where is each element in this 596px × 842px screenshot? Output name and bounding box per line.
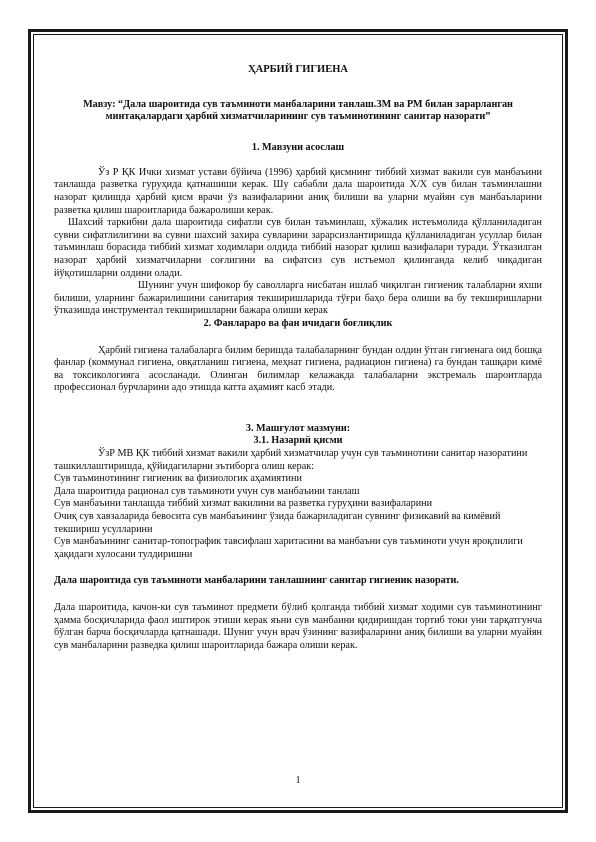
list-item: Дала шароитида рационал сув таъминоти учун сув манбаъини танлаш	[54, 485, 360, 497]
section4-heading: Дала шароитида сув таъминоти манбаларини танлашнинг санитар гигиеник назорати.	[54, 575, 459, 587]
document-body	[54, 64, 542, 652]
list-item: Сув манбаъини танлашда тиббий хизмат вакилини ва разветка гуруҳини вазифаларини	[54, 498, 433, 510]
section2-heading: 2. Фанлараро ва фан ичидаги боғлиқлик	[203, 317, 393, 329]
list-item: Сув таъминотининг гигиеник ва физиологик аҳамиятини	[54, 473, 302, 485]
list-item: Сув манбаъининг санитар-топографик тавсифлаш харитасини ва манбаъни сув таъминоти учун яроқлилиги ҳақидаги хулосани тулдиришни	[54, 536, 523, 560]
section1-paragraph-3: Шунинг учун шифокор бу саволларга нисбатан ишлаб чиқилган гигиеник талабларни яхши билиши, уларнинг бажарилишини санитария текширишларида тўғри баҳо бера олиши ва бу текширишларни ўтказишда инструментал текширишларни бажара олиши керак	[54, 280, 542, 317]
section2-paragraph-1: Ҳарбий гигиена талабаларга билим беришда талабаларнинг бундан олдин ўтган гигиенага оид бошқа фанлар (коммунал гигиена, овқатланиш гигиена, меҳнат гигиена, радиацион гигиена) га бундан ташқари кимё ва токсикологияга асосланади. Олинган билимлар келажакда талабаларни экстремаль шароитларда профессионал бурчларини адо этишда катта аҳамият касб этади.	[54, 344, 542, 394]
section3-heading: 3. Машғулот мазмуни:	[245, 422, 351, 434]
section4-paragraph-1: Дала шароитида, качон-ки сув таъминот предмети бўлиб қолганда тиббий хизмат ходими сув таъминотининг ҳамма босқичларида фаол иштирок этиши керак яъни сув манбаини қидиришдан тортиб токи уни тарқатгунча бўлган барча босқичларда қатнашади. Шуниг учун врач ўзининг вазифаларини аниқ билиши ва уларни муайян сув манбаларини разведка қилиш шароитларида бажара олиши керак.	[54, 602, 542, 651]
page-number: 1	[295, 775, 301, 786]
topic-heading: Мавзу: “Дала шароитида сув таъминоти манбаларини танлаш.ЗМ ва РМ билан зарарланган минтақалардаги ҳарбий хизматчиларининг сув таъминотининг санитар назорати”	[83, 98, 513, 123]
section1-heading: 1. Мавзуни асослаш	[251, 142, 345, 154]
list-item: Очиқ сув хавзаларида бевосита сув манбаъининг ўзида бажариладиган сувнинг физикавий ва кимёвий текшириш усулларини	[54, 511, 501, 535]
section31-heading: 3.1. Назарий қисми	[253, 435, 343, 447]
section3-intro: ЎзР МВ ҚК тиббий хизмат вакили ҳарбий хизматчилар учун сув таъминотини санитар назоратини ташкиллаштиришда, қўйидагиларни эътиборга олиш керак:	[54, 448, 528, 472]
section1-paragraph-2: Шахсий таркибни дала шароитида сифатли сув билан таъминлаш, хўжалик истеъмолида қўлланиладиган сувни сифатлилигини ва сувни шахсий захира сувларини зарарсизлантиришда қўлланиладиган усуллар билан таъминлаш борасида тиббий хизмат ходимлари олдида тиббий назорат қилиш вазифалари туради. Ўтказилган назорат ҳарбий хизматчиларни соғлигини ва сифатсиз сув истъемол қилинганда келиб чиқадиган йўқотишларни олдини олади.	[54, 217, 542, 279]
document-title: ҲАРБИЙ ГИГИЕНА	[248, 64, 348, 75]
section1-paragraph-1: Ўз Р ҚК Ички хизмат устави бўйича (1996) ҳарбий қисмнинг тиббий хизмат вакили сув манбаъини танлашда разветка гуруҳида қатнашиши керак. Шу сабабли дала шароитида Х/Х сув билан таъминлашни назорат қилишда ҳарбий қисм врачи ўз вазифаларини аниқ билиши ва уларни муайян сув манбаъларини разветка қилиш шароитларида бажаролиши керак.	[54, 166, 542, 216]
